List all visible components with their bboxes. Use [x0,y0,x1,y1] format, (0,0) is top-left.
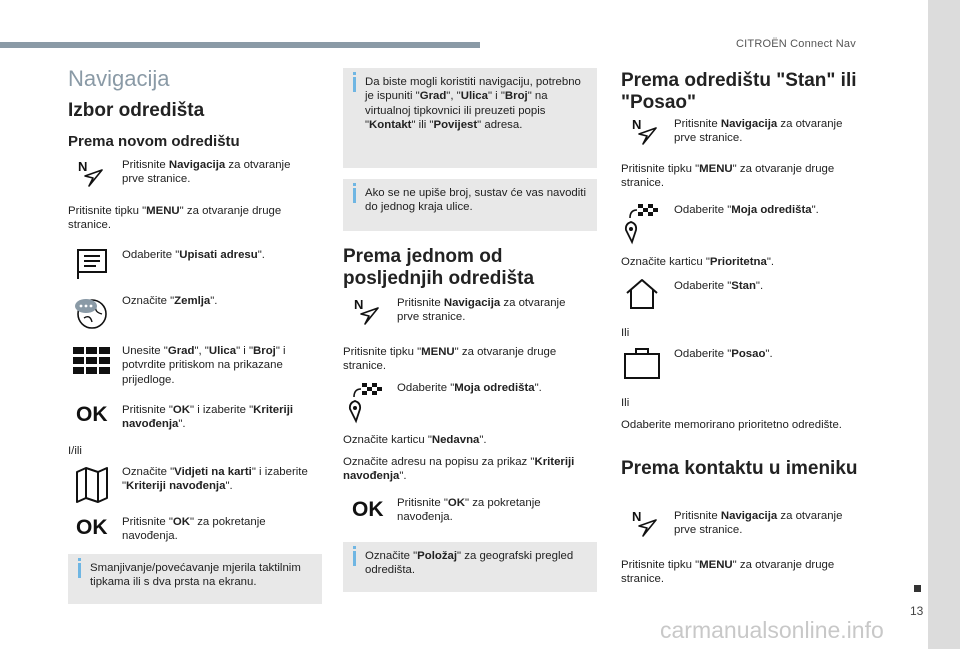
navigation-arrow-icon [630,116,660,148]
ok-icon: OK [76,403,108,426]
page-number: 13 [910,604,924,618]
step-kriteriji: Označite adresu na popisu za prikaz "Kriteriji navođenja". [343,456,575,483]
ok-icon: OK [76,516,108,539]
step-ok-pokretanje: Pritisnite "OK" za pokretanje navođenja. [397,497,541,524]
step-zemlja: Označite "Zemlja". [122,295,218,307]
folded-map-icon [74,466,110,504]
info-box-broj [343,179,597,231]
keyboard-entry-icon [74,246,110,280]
step-menu: Pritisnite tipku "MENU" za otvaranje druge stranice. [343,346,557,373]
briefcase-icon [622,345,662,381]
svg-text:N: N [78,159,88,174]
svg-text:N: N [632,509,642,524]
navigation-arrow-icon [630,508,660,540]
heading-stan-posao: Prema odredištu "Stan" ili "Posao" [621,70,857,113]
step-navigacija: Pritisnite Navigacija za otvaranje prve stranice. [674,510,843,537]
info-box-zoom [68,554,322,604]
navigation-arrow-icon [352,296,382,328]
info-icon [78,563,81,578]
country-globe-icon [72,294,110,332]
step-vidjeti-na-karti: Označite "Vidjeti na karti" i izaberite "Kriteriji navođenja". [122,466,308,493]
navigation-arrow-icon [76,158,106,190]
destination-flag-icon [348,381,384,425]
page-marker [914,585,921,592]
step-menu: Pritisnite tipku "MENU" za otvaranje druge stranice. [621,559,835,586]
brand-label: CITROËN Connect Nav [736,38,856,50]
info-box-navigation [343,68,597,168]
section-title: Navigacija [68,66,170,91]
info-icon [353,188,356,203]
step-moja-odredista: Odaberite "Moja odredišta". [397,382,542,394]
heading-kontakt: Prema kontaktu u imeniku [621,458,858,479]
step-nedavna: Označite karticu "Nedavna". [343,434,487,446]
step-ok-kriteriji: Pritisnite "OK" i izaberite "Kriteriji navođenja". [122,404,294,431]
svg-text:N: N [632,117,642,132]
watermark: carmanualsonline.info [660,617,884,643]
step-stan: Odaberite "Stan". [674,280,764,292]
heading-posljednjih: Prema jednom od posljednjih odredišta [343,246,535,289]
step-prioritetna: Označite karticu "Prioritetna". [621,256,775,268]
text-ili: Ili [621,327,630,339]
info-icon [353,77,356,92]
step-memorirano: Odaberite memorirano prioritetno odredište. [621,419,842,431]
heading-izbor: Izbor odredišta [68,100,205,121]
text-ili-2: Ili [621,397,630,409]
info-icon [353,551,356,566]
info-box-polozaj [343,542,597,592]
info-text: Označite "Položaj" za geografski pregled odredišta. [365,550,574,577]
step-navigacija: Pritisnite Navigacija za otvaranje prve stranice. [674,118,843,145]
subheading-novom: Prema novom odredištu [68,133,240,150]
step-navigacija: Pritisnite Navigacija za otvaranje prve stranice. [122,159,291,186]
step-posao: Odaberite "Posao". [674,348,773,360]
keypad-grid-icon [72,346,112,376]
step-menu: Pritisnite tipku "MENU" za otvaranje druge stranice. [621,163,835,190]
step-navigacija: Pritisnite Navigacija za otvaranje prve stranice. [397,297,566,324]
header-bar [0,42,480,48]
info-text: Ako se ne upiše broj, sustav će vas navoditi do jednog kraja ulice. [365,187,586,214]
info-text: Smanjivanje/povećavanje mjerila taktilnim tipkama ili s dva prsta na ekranu. [90,562,301,589]
step-ok-pokretanje: Pritisnite "OK" za pokretanje navođenja. [122,516,266,543]
ok-icon: OK [352,498,384,521]
svg-text:N: N [354,297,364,312]
step-moja-odredista: Odaberite "Moja odredišta". [674,204,819,216]
step-menu: Pritisnite tipku "MENU" za otvaranje druge stranice. [68,205,282,232]
step-grad-ulica-broj: Unesite "Grad", "Ulica" i "Broj" i potvrdite pritiskom na prikazane prijedloge. [122,345,286,386]
page-edge-strip [928,0,960,649]
step-upisati: Odaberite "Upisati adresu". [122,249,265,261]
destination-flag-icon [624,202,660,246]
text-i-ili: I/ili [68,445,82,457]
home-icon [624,277,660,311]
info-text: Da biste mogli koristiti navigaciju, potrebno je ispuniti "Grad", "Ulica" i "Broj" na virtualnoj tipkovnici ili preuzeti popis "Kontakt" ili "Povijest" adresa. [365,76,581,132]
